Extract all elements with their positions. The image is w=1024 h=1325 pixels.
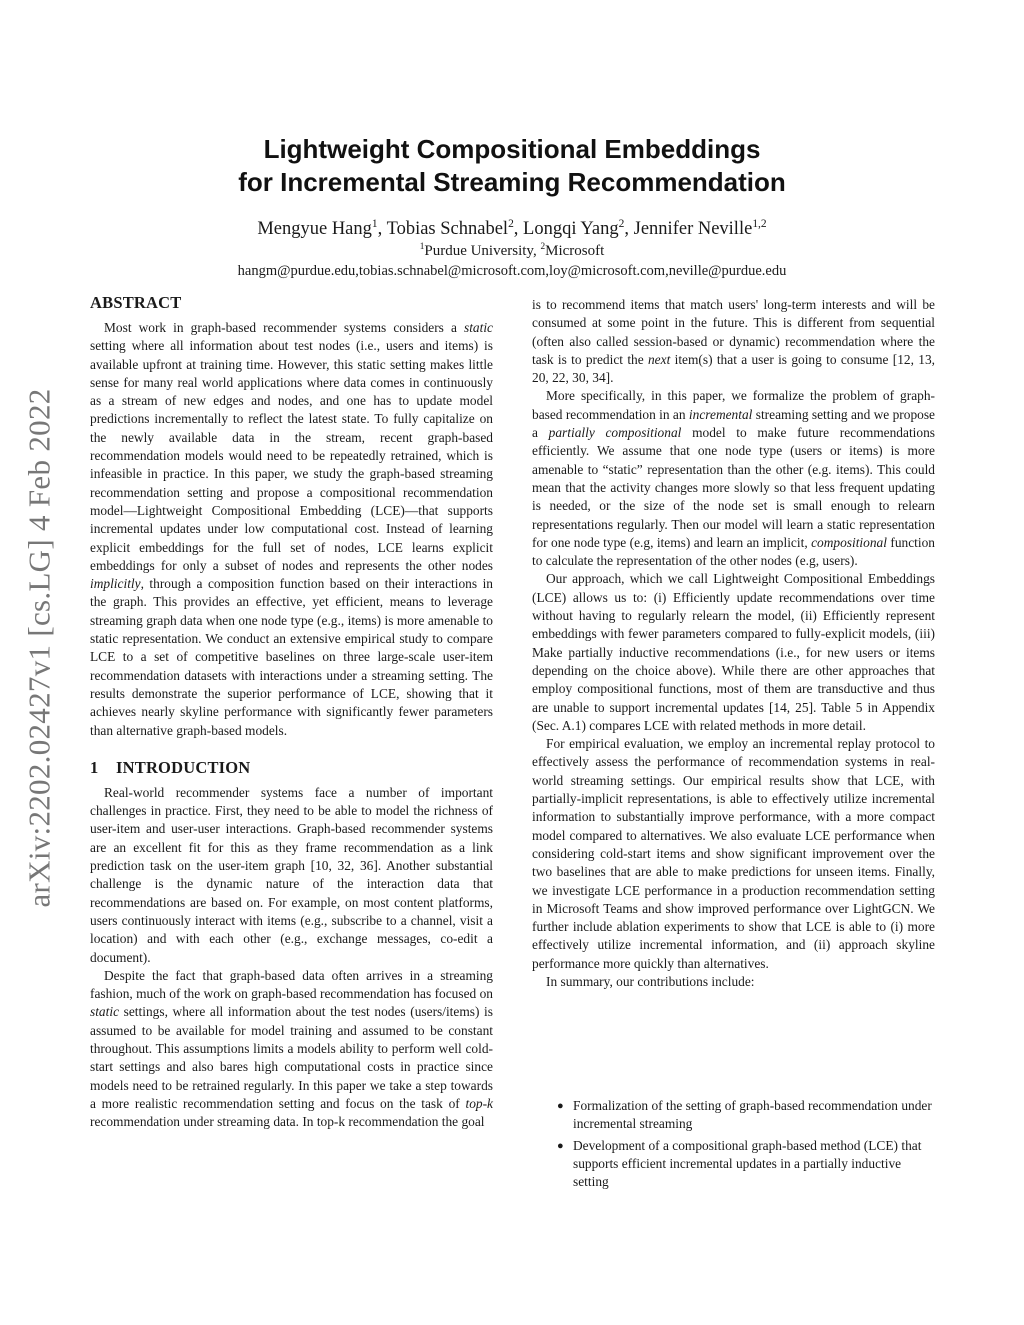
bullet-icon: ●	[557, 1100, 564, 1112]
author-name: Tobias Schnabel	[386, 219, 509, 239]
intro-paragraph-3: More specifically, in this paper, we formalize the problem of graph-based recommendation in an incremental streaming setting and we propose a partially compositional model to make future recommendations efficiently. We assume that one node type (users or items) is more amenable to “static” representation than the other (e.g. items). This could mean that the activity changes more slowly so that less frequent updating is needed, or the size of the node set is small enough to relearn representations regularly. Then our model will learn a static representation for one node type (e.g, items) and learn an implicit, compositional function to calculate the representation of the other nodes (e.g, users).	[532, 388, 935, 569]
contributions-list	[557, 1097, 935, 1194]
section-number: 1	[90, 757, 99, 777]
author-separator: ,	[624, 219, 634, 239]
abstract-heading: ABSTRACT	[90, 293, 182, 312]
author-separator: ,	[513, 219, 524, 239]
section-title: INTRODUCTION	[116, 757, 251, 777]
author-affiliation-mark: 2	[508, 217, 514, 230]
intro-paragraph-4: Our approach, which we call Lightweight Compositional Embeddings (LCE) allows us to: (i) Efficiently update recommendations over time without having to regularly relearn the model, (ii) Efficiently represent embeddings with fewer parameters compared to fully-explicit models, (iii) Make partially inductive recommendations (i.e., for new users or items depending on the choice above). While there are other approaches that employ compositional functions, most of them are transductive and thus are unable to support incremental updates [14, 25]. Table 5 in Appendix (Sec. A.1) compares LCE with related methods in more detail.	[532, 571, 935, 733]
bullet-icon: ●	[557, 1139, 564, 1152]
affiliation-purdue: Purdue University,	[424, 243, 541, 259]
intro-paragraph-6: In summary, our contributions include:	[546, 973, 755, 989]
contribution-text: Development of a compositional graph-based method (LCE) that supports efficient incremental updates in a partially inductive setting	[573, 1137, 922, 1190]
author-name: Longqi Yang	[523, 219, 619, 239]
author-name: Mengyue Hang	[257, 219, 372, 239]
introduction-heading	[90, 758, 493, 778]
author-affiliation-mark: 1,2	[752, 217, 767, 230]
affiliations	[0, 242, 1024, 260]
list-item	[557, 1137, 935, 1192]
author-list	[0, 218, 1024, 240]
intro-paragraph-2-continued: is to recommend items that match users' long-term interests and will be consumed at some point in the future. This is different from sequential (often also called session-based or dynamic) recommendation where the task is to predict the next item(s) that a user is going to consume [12, 13, 20, 22, 30, 34].	[532, 297, 935, 386]
affiliation-mark: 1	[419, 242, 425, 252]
paper-title	[0, 133, 1024, 199]
author-affiliation-mark: 1	[371, 217, 378, 230]
affiliation-microsoft: Microsoft	[545, 243, 605, 259]
left-column	[90, 293, 493, 1131]
right-column	[532, 296, 935, 991]
arxiv-stamp	[20, 365, 60, 930]
author-emails: hangm@purdue.edu,tobias.schnabel@microsoft.com,loy@microsoft.com,neville@purdue.edu	[237, 263, 787, 279]
intro-paragraph-1: Real-world recommender systems face a number of important challenges in practice. First, they need to be able to model the richness of user-item and user-user interactions. Graph-based recommender systems are an excellent fit for this as they frame recommendation as a link prediction task on the user-item graph [10, 32, 36]. Another substantial challenge is the dynamic nature of the interaction data that recommendations are based on. For example, on most content platforms, users continuously interact with items (e.g., subscribe to a channel, visit a location) and with each other (e.g., exchange messages, co-edit a document).	[90, 784, 493, 965]
intro-paragraph-5: For empirical evaluation, we employ an incremental replay protocol to effectively assess the performance of recommendation systems in real-world streaming settings. Our empirical results show that LCE, with partially-implicit representations, is able to effectively utilize incremental information to substantially improve performance, with a more compact model compared to alternatives. We also evaluate LCE performance when considering cold-start items and show significant improvement over the two baselines that are able to make predictions for unseen items. Finally, we investigate LCE performance in a production recommendation setting in Microsoft Teams and show improved performance over LightGCN. We further include ablation experiments to show that LCE is able to (i) more effectively utilize incremental information, and (ii) approach skyline performance more quickly than alternatives.	[532, 736, 935, 971]
author-affiliation-mark: 2	[618, 217, 625, 230]
contribution-text: Formalization of the setting of graph-based recommendation under incremental streaming	[573, 1098, 932, 1132]
affiliation-mark: 2	[540, 242, 546, 252]
author-separator: ,	[377, 219, 387, 239]
list-item	[557, 1097, 935, 1134]
arxiv-identifier: arXiv:2202.02427v1 [cs.LG] 4 Feb 2022	[22, 387, 57, 908]
title-line-2: for Incremental Streaming Recommendation	[238, 167, 786, 197]
author-name: Jennifer Neville	[633, 219, 753, 239]
intro-paragraph-2: Despite the fact that graph-based data often arrives in a streaming fashion, much of the work on graph-based recommendation has focused on static settings, where all information about the test nodes (users/items) is assumed to be available for model training and assumed to be constant throughout. This assumptions limits a models ability to perform well cold-start settings and also bares high computational costs in practice since models need to be retrained regularly. In this paper we take a step towards a more realistic recommendation setting and focus on the task of top-k recommendation under streaming data. In top-k recommendation the goal	[90, 967, 493, 1130]
abstract-paragraph: Most work in graph-based recommender systems considers a static setting where all information about test nodes (i.e., users and items) is available upfront at training time. However, this static setting makes little sense for many real world applications where data comes in continuously as a stream of new edges and nodes, and one has to update model predictions incrementally to reflect the latest state. To fully capitalize on the newly available data in the stream, recent graph-based recommendation models would need to be repeatedly retrained, which is infeasible in practice. In this paper, we study the graph-based streaming recommendation setting and propose a compositional recommendation model—Lightweight Compositional Embedding (LCE)—that supports incremental updates under low computational cost. Instead of learning explicit embeddings for the full set of nodes, LCE learns explicit embeddings for only a subset of nodes and represents the other nodes implicitly, through a composition function based on their interactions in the graph. This provides an effective, yet efficient, means to leverage streaming graph data when one node type (e.g., items) is more amenable to static representation. We conduct an extensive empirical study to compare LCE to a set of competitive baselines on three large-scale user-item recommendation datasets with interactions under a streaming setting. The results demonstrate the superior performance of LCE, showing that it achieves nearly skyline performance with significantly fewer parameters than alternative graph-based models.	[90, 320, 493, 738]
title-line-1: Lightweight Compositional Embeddings	[263, 134, 761, 164]
